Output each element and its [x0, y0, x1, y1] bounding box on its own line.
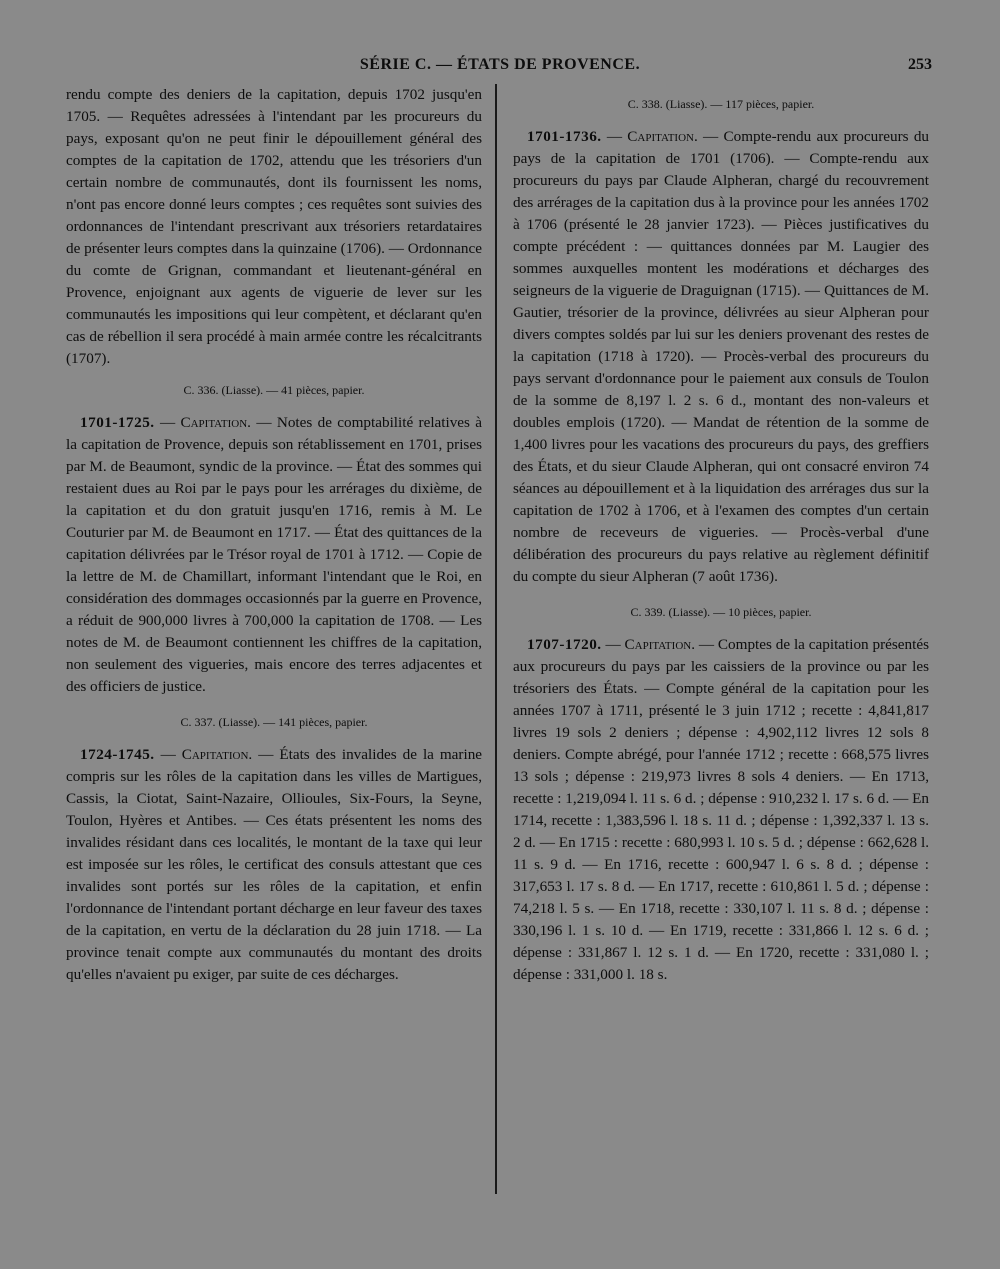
archive-entry: 1701-1736. — Capitation. — Compte-rendu aux procureurs du pays de la capitation de 1701 (1706). — Compte-rendu aux procureurs du pays par Claude Alpheran, chargé du recouvrement des arrérages de la capitation dus à la province pour les années 1702 à 1706 (présenté le 28 janvier 1723). — Pièces justificatives du compte précédent : — quittances données par M. Laugier des sommes auxquelles montent les modérations et décharges des seigneurs de la viguerie de Draguignan (1715). — Quittances de M. Gautier, trésorier de la province, délivrées au sieur Alpheran pour divers comptes soldés par lui sur les deniers provenant des restes de la capitation (1718 à 1720). — Procès-verbal des procureurs du pays servant d'ordonnance pour le paiement aux consuls de Toulon de la somme de 8,197 l. 2 s. 6 d., montant des non-valeurs et doubles emplois (1720). — Mandat de rétention de la somme de 1,400 livres pour les vacations des procureurs du pays, des greffiers des États, et du sieur Claude Alpheran, qui ont consacré environ 74 séances au dépouillement et à la liquidation des arrérages dus sur la capitation de 1702 à 1706, et à l'examen des comptes d'un certain nombre de receveurs de vigueries. — Procès-verbal d'une délibération des procureurs du pays relative au règlement définitif du compte du sieur Alpheran (7 août 1736). — [513, 128, 930, 585]
archive-reference: C. 336. (Liasse). — 41 pièces, papier. — [183, 383, 365, 397]
archive-reference: C. 339. (Liasse). — 10 pièces, papier. — [630, 605, 812, 619]
entry-subject: Capitation. — [624, 636, 696, 653]
entry-dates: 1701-1725. — [80, 414, 155, 431]
page-number: 253 — [908, 56, 932, 73]
entry-subject: Capitation. — [181, 746, 253, 763]
entry-text: — Comptes de la capitation présentés aux procureurs du pays par les caissiers de la province ou par les trésoriers des États. — Compte général de la capitation pour les années 1707 à 1711, présenté le 3 juin 1712 ; recette : 4,841,817 livres 19 sols 2 deniers ; dépense : 4,902,112 livres 12 sols 8 deniers. Compte abrégé, pour l'année 1712 ; recette : 668,575 livres 13 sols ; dépense : 219,973 livres 8 sols 4 deniers. — En 1713, recette : 1,219,094 l. 11 s. 6 d. ; dépense : 910,232 l. 17 s. 6 d. — En 1714, recette : 1,383,596 l. 18 s. 11 d. ; dépense : 1,392,337 l. 13 s. 2 d. — En 1715 : recette : 680,993 l. 10 s. 5 d. ; dépense : 662,628 l. 11 s. 9 d. — En 1716, recette : 600,947 l. 6 s. 8 d. ; dépense : 317,653 l. 17 s. 8 d. — En 1717, recette : 610,861 l. 5 d. ; dépense : 74,218 l. 5 s. — En 1718, recette : 330,107 l. 11 s. 8 d. ; dépense : 330,196 l. 1 s. 10 d. — En 1719, recette : 331,866 l. 12 s. 6 d. ; dépense : 331,867 l. 12 s. 1 d. — En 1720, recette : 331,080 l. ; dépense : 331,000 l. 18 s. — [513, 636, 930, 983]
entry-text: — Notes de comptabilité relatives à la capitation de Provence, depuis son rétablissement en 1701, prises par M. de Beaumont, syndic de la province. — État des sommes qui restaient dues au Roi par le pays pour les arrérages du dixième, de la capitation et du don gratuit jusqu'en 1716, remis à M. Le Couturier par M. de Beaumont en 1717. — État des quittances de la capitation délivrées par le Trésor royal de 1701 à 1712. — Copie de la lettre de M. de Chamillart, informant l'intendant que le Roi, en considération des dommages occasionnés par la guerre en Provence, a réduit de 900,000 livres à 700,000 la capitation de 1708. — Les notes de M. de Beaumont contiennent les chiffres de la capitation, non seulement des vigueries, mais encore des terres adjacentes et des officiers de justice. — [66, 414, 483, 695]
archive-reference: C. 338. (Liasse). — 117 pièces, papier. — [627, 97, 815, 111]
entry-text: — États des invalides de la marine compris sur les rôles de la capitation dans les villes de Martigues, Cassis, la Ciotat, Saint-Nazaire, Ollioules, Six-Fours, la Seyne, Toulon, Hyères et Antibes. — Ces états présentent les noms des invalides résidant dans ces localités, le montant de la taxe qui leur est imposée sur les rôles, le certificat des consuls attestant que ces invalides sont portés sur les rôles de la capitation, et enfin l'ordonnance de l'intendant portant décharge en leur faveur des taxes de la capitation, en vertu de la déclaration du 28 juin 1718. — La province tenait compte aux communautés du montant des droits qu'elles n'avaient pu exiger, par suite de ces décharges. — [66, 746, 483, 983]
entry-subject: Capitation. — [180, 414, 251, 431]
archive-entry: 1701-1725. — Capitation. — Notes de comptabilité relatives à la capitation de Provence, depuis son rétablissement en 1701, prises par M. de Beaumont, syndic de la province. — État des sommes qui restaient dues au Roi par le pays pour les arrérages du dixième, de la capitation et du don gratuit jusqu'en 1716, remis à M. Le Couturier par M. de Beaumont en 1717. — État des quittances de la capitation délivrées par le Trésor royal de 1701 à 1712. — Copie de la lettre de M. de Chamillart, informant l'intendant que le Roi, en considération des dommages occasionnés par la guerre en Provence, a réduit de 900,000 livres à 700,000 la capitation de 1708. — Les notes de M. de Beaumont contiennent les chiffres de la capitation, non seulement des vigueries, mais encore des terres adjacentes et des officiers de justice. — [66, 414, 483, 695]
entry-dates: 1724-1745. — [80, 746, 155, 763]
left-column — [66, 84, 482, 986]
running-title: SÉRIE C. — ÉTATS DE PROVENCE. — [359, 56, 641, 73]
archive-entry: 1707-1720. — Capitation. — Comptes de la capitation présentés aux procureurs du pays par les caissiers de la province ou par les trésoriers des États. — Compte général de la capitation pour les années 1707 à 1711, présenté le 3 juin 1712 ; recette : 4,841,817 livres 19 sols 2 deniers ; dépense : 4,902,112 livres 12 sols 8 deniers. Compte abrégé, pour l'année 1712 ; recette : 668,575 livres 13 sols ; dépense : 219,973 livres 8 sols 4 deniers. — En 1713, recette : 1,219,094 l. 11 s. 6 d. ; dépense : 910,232 l. 17 s. 6 d. — En 1714, recette : 1,383,596 l. 18 s. 11 d. ; dépense : 1,392,337 l. 13 s. 2 d. — En 1715 : recette : 680,993 l. 10 s. 5 d. ; dépense : 662,628 l. 11 s. 9 d. — En 1716, recette : 600,947 l. 6 s. 8 d. ; dépense : 317,653 l. 17 s. 8 d. — En 1717, recette : 610,861 l. 5 d. ; dépense : 74,218 l. 5 s. — En 1718, recette : 330,107 l. 11 s. 8 d. ; dépense : 330,196 l. 1 s. 10 d. — En 1719, recette : 331,866 l. 12 s. 6 d. ; dépense : 331,867 l. 12 s. 1 d. — En 1720, recette : 331,080 l. ; dépense : 331,000 l. 18 s. — [513, 636, 930, 983]
continued-paragraph: rendu compte des deniers de la capitation, depuis 1702 jusqu'en 1705. — Requêtes adressées à l'intendant par les procureurs du pays, exposant qu'on ne peut finir le dépouillement général des comptes de la capitation de 1702, attendu que les trésoriers d'un certain nombre de communautés, dont ils fournissent les noms, n'ont pas encore donné leurs comptes ; ces requêtes sont suivies des ordonnances de l'intendant prescrivant aux trésoriers retardataires de présenter leurs comptes dans la quinzaine (1706). — Ordonnance du comte de Grignan, commandant et lieutenant-général en Provence, enjoignant aux agents de viguerie de lever sur les communautés les impositions qui leur compètent, et déclarant qu'en cas de rébellion il sera procédé à main armée contre les récalcitrants (1707). — [66, 86, 482, 367]
page-header — [0, 56, 1000, 80]
entry-subject: Capitation. — [627, 128, 698, 145]
archive-reference: C. 337. (Liasse). — 141 pièces, papier. — [180, 715, 368, 729]
column-divider — [495, 84, 497, 1194]
archive-entry: 1724-1745. — Capitation. — États des invalides de la marine compris sur les rôles de la capitation dans les villes de Martigues, Cassis, la Ciotat, Saint-Nazaire, Ollioules, Six-Fours, la Seyne, Toulon, Hyères et Antibes. — Ces états présentent les noms des invalides résidant dans ces localités, le montant de la taxe qui leur est imposée sur les rôles, le certificat des consuls attestant que ces invalides sont portés sur les rôles de la capitation, et enfin l'ordonnance de l'intendant portant décharge en leur faveur des taxes de la capitation, en vertu de la déclaration du 28 juin 1718. — La province tenait compte aux communautés du montant des droits qu'elles n'avaient pu exiger, par suite de ces décharges. — [66, 746, 483, 983]
entry-text: — Compte-rendu aux procureurs du pays de la capitation de 1701 (1706). — Compte-rendu aux procureurs du pays par Claude Alpheran, chargé du recouvrement des arrérages de la capitation dus à la province pour les années 1702 à 1706 (présenté le 28 janvier 1723). — Pièces justificatives du compte précédent : — quittances données par M. Laugier des sommes auxquelles montent les modérations et décharges des seigneurs de la viguerie de Draguignan (1715). — Quittances de M. Gautier, trésorier de la province, délivrées au sieur Alpheran pour divers comptes soldés par lui sur les deniers provenant des restes de la capitation (1718 à 1720). — Procès-verbal des procureurs du pays servant d'ordonnance pour le paiement aux consuls de Toulon de la somme de 8,197 l. 2 s. 6 d., montant des non-valeurs et doubles emplois (1720). — Mandat de rétention de la somme de 1,400 livres pour les vacations des procureurs du pays, des greffiers des États, et du sieur Claude Alpheran, qui ont consacré environ 74 séances au dépouillement et à la liquidation des arrérages dus sur la capitation de 1702 à 1706, et à l'examen des comptes d'un certain nombre de receveurs de vigueries. — Procès-verbal d'une délibération des procureurs du pays relative au règlement définitif du compte du sieur Alpheran (7 août 1736). — [513, 128, 930, 585]
entry-dates: 1701-1736. — [527, 128, 602, 145]
right-column — [513, 84, 929, 986]
entry-dates: 1707-1720. — [527, 636, 602, 653]
